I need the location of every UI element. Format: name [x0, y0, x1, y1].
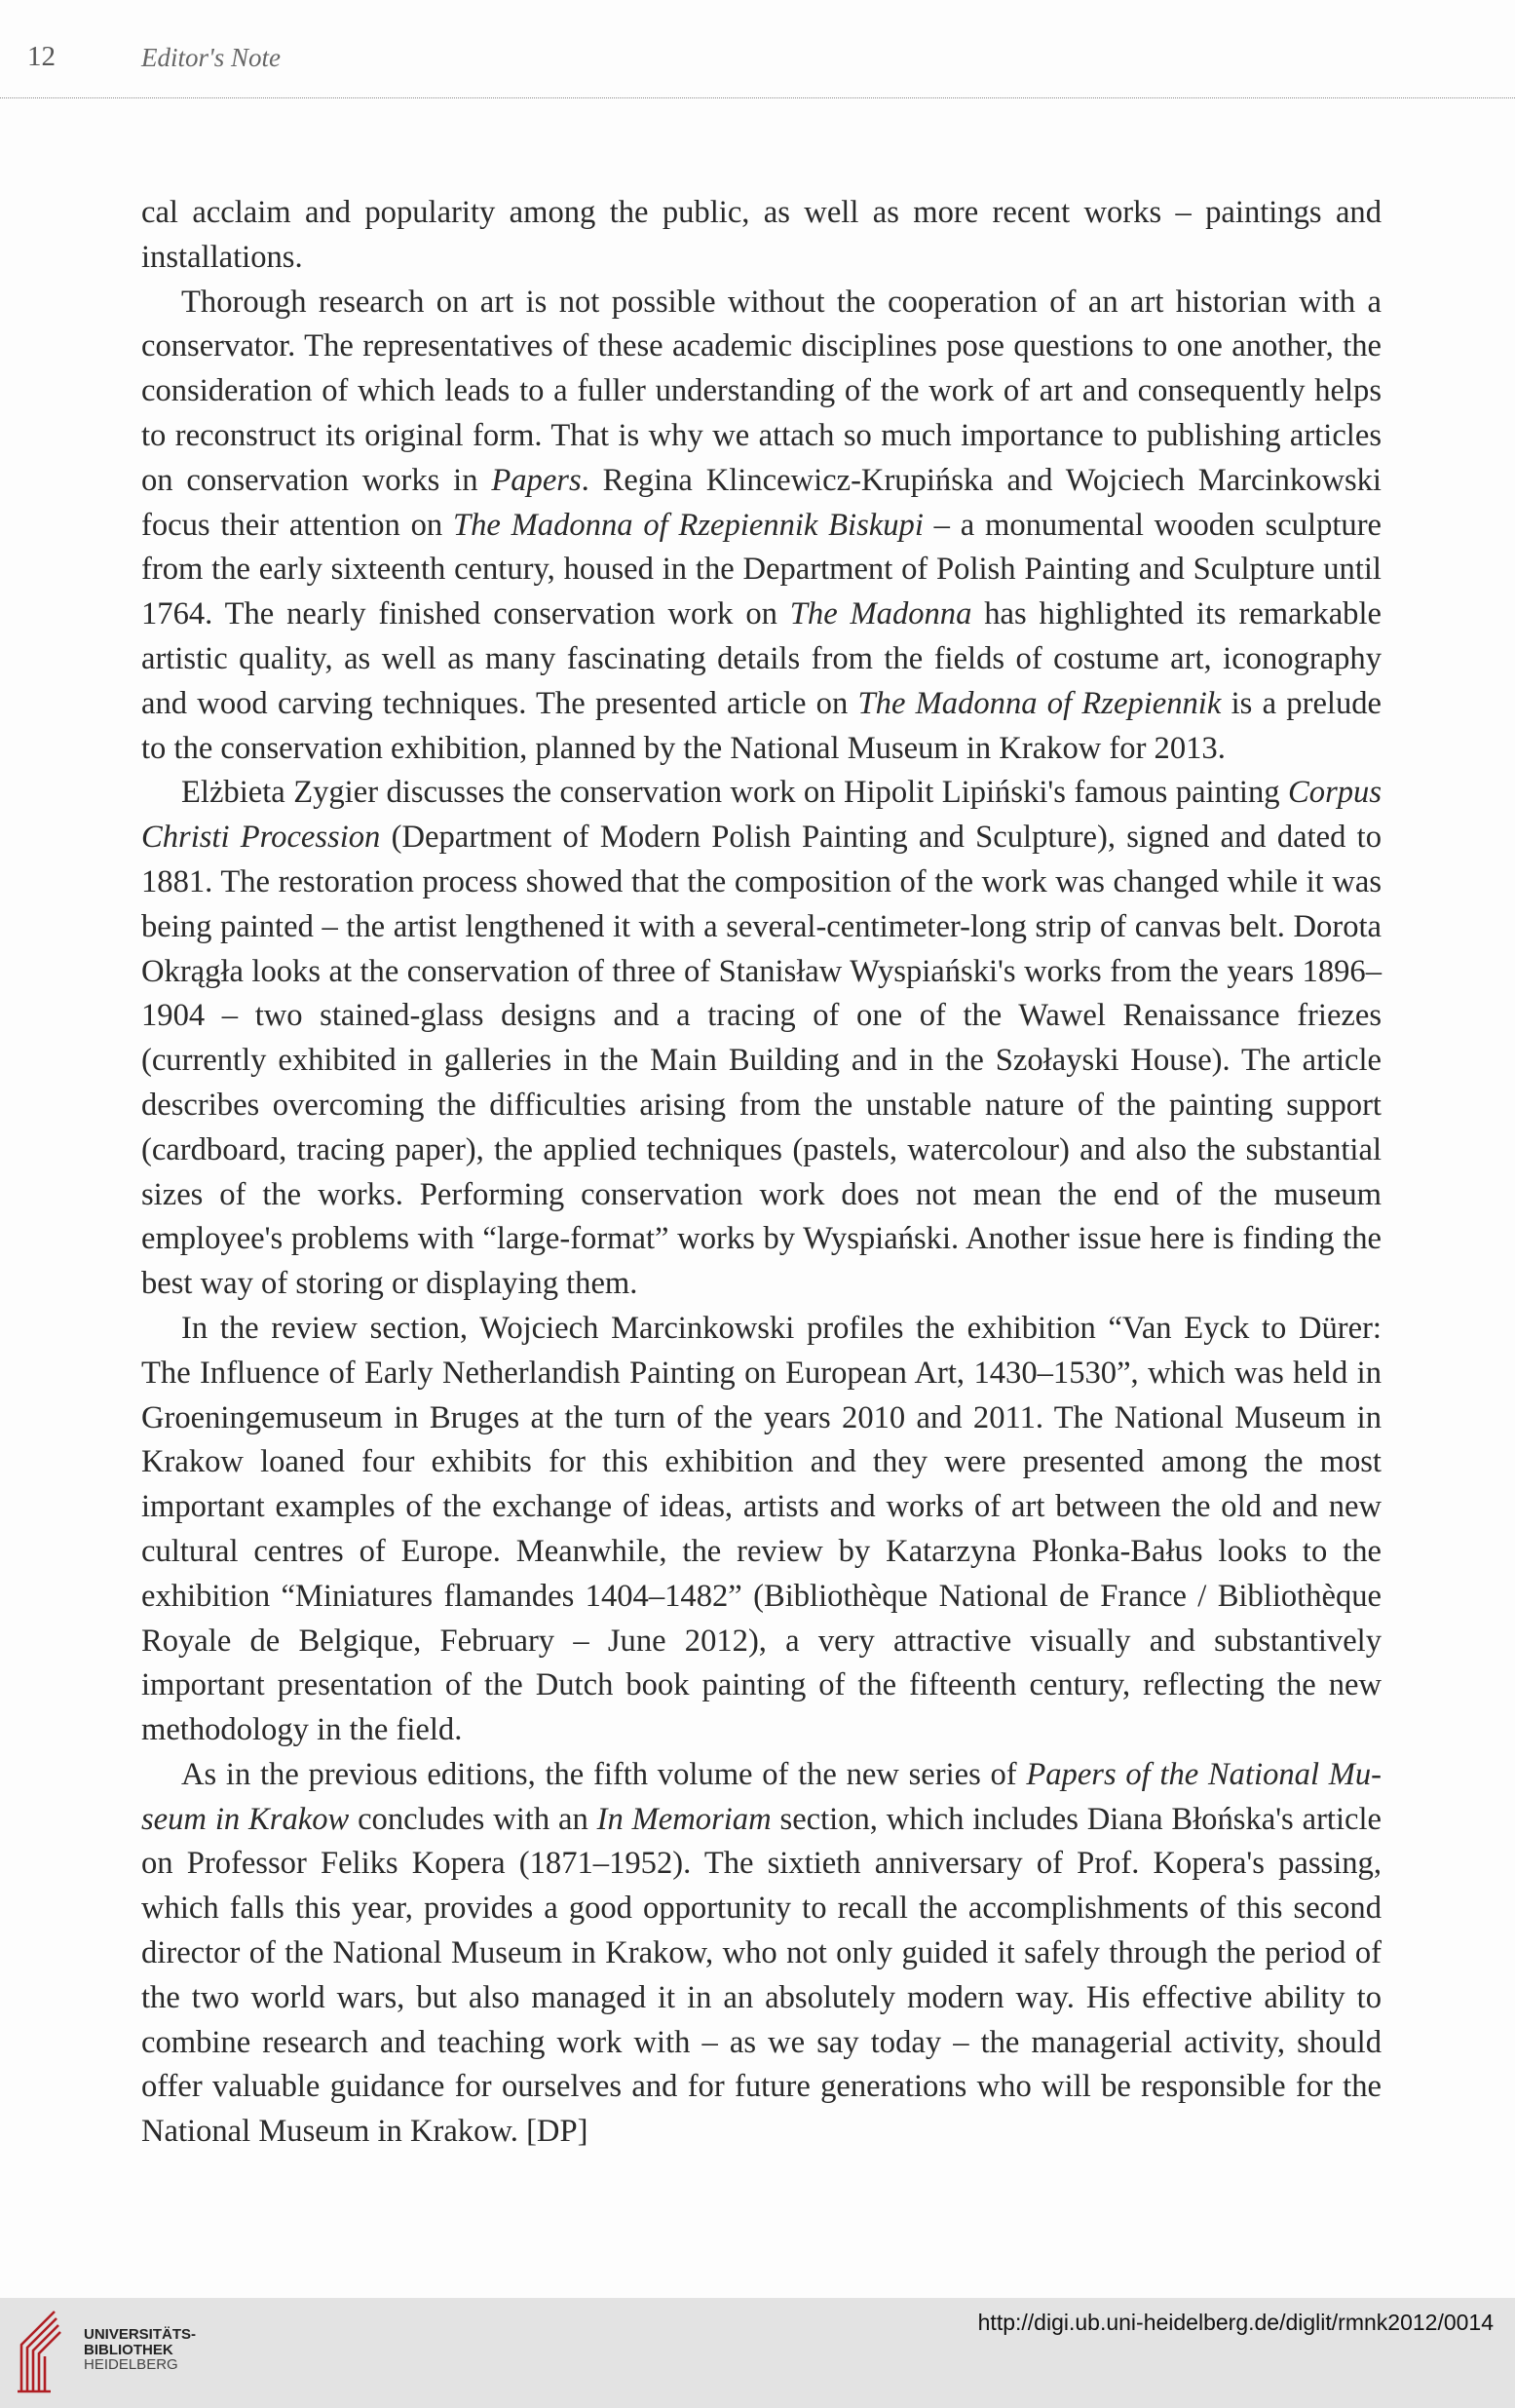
heidelberg-library-logo-icon	[16, 2308, 74, 2393]
paragraph-text: – a monumental wooden sculpture from the early sixteenth century, housed in the Department of Polish Painting and Sculpture until 1764. The nearly finished conservation work on	[141, 507, 1382, 632]
italic-title-text: The Madonna of Rzepiennik	[857, 685, 1222, 721]
italic-title-text: The Madonna	[789, 596, 972, 632]
paragraph-text: . Regina Klincewicz-Krupińska and Wojciech Marcinkowski focus their attention on	[141, 462, 1382, 543]
body-paragraph	[141, 281, 1382, 772]
body-paragraph	[141, 191, 1382, 281]
header-divider	[0, 97, 1515, 99]
library-wordmark	[84, 2327, 196, 2373]
paragraph-text: section, which includes Diana Błońska's article on Professor Feliks Kopera (1871–1952). The sixtieth anniversary of Prof. Kopera's passing, which falls this year, provides a good opportunity to recall the accomplishments of this second director of the National Museum in Krakow, who not only guided it safely through the period of the two world wars, but also managed it in an absolutely modern way. His effective ability to combine research and teaching work with – as we say today – the managerial activity, should offer valuable guidance for ourselves and for future generations who will be responsible for the National Museum in Krakow. [DP]	[141, 1801, 1382, 2150]
source-url-link[interactable]: http://digi.ub.uni-heidelberg.de/diglit/rmnk2012/0014	[977, 2310, 1494, 2335]
wordmark-line-2: BIBLIOTHEK	[84, 2341, 173, 2358]
italic-title-text: In Memoriam	[596, 1801, 772, 1837]
italic-title-text: Corpus Christi Procession	[141, 775, 1382, 856]
paragraph-text: Thorough research on art is not possible without the cooperation of an art historian with a conservator. The representatives of these academic disciplines pose questions to one another, the consideration of which leads to a fuller understanding of the work of art and consequently helps to reconstruct its original form. That is why we attach so much importance to publishing articles on conservation works in	[141, 284, 1382, 498]
running-head	[0, 37, 1515, 76]
footer-bar	[0, 2298, 1515, 2408]
wordmark-line-1: UNIVERSITÄTS-	[84, 2326, 197, 2343]
paragraph-text: concludes with an	[349, 1801, 597, 1837]
page-number: 12	[27, 41, 56, 72]
running-title: Editor's Note	[141, 43, 282, 72]
paragraph-text: Elżbieta Zygier discusses the conservation work on Hipolit Lipiński's famous painting	[181, 775, 1289, 811]
italic-title-text: Papers	[491, 462, 582, 498]
italic-title-text: Papers of the National Museum in Krakow	[141, 1756, 1382, 1837]
body-paragraph	[141, 771, 1382, 1307]
paragraph-text: In the review section, Wojciech Marcinkowski profiles the exhibition “Van Eyck to Dürer: The Influence of Early Netherlandish Painting on European Art, 1430–1530”, which was held in Groeningemuseum in Bruges at the turn of the years 2010 and 2011. The National Museum in Krakow loaned four exhibits for this exhibition and they were presented among the most important examples of the exchange of ideas, artists and works of art between the old and new cultural centres of Europe. Meanwhile, the review by Katarzyna Płonka-Bałus looks to the exhibition “Miniatures flamandes 1404–1482” (Bibliothèque National de France / Bibliothèque Royale de Belgique, February – June 2012), a very attractive visually and substantively important presentation of the Dutch book painting of the fifteenth century, reflecting the new methodology in the field.	[141, 1310, 1382, 1748]
paragraph-text: (Department of Modern Polish Painting and Sculpture), signed and dated to 1881. The restoration process showed that the composition of the work was changed while it was being painted – the artist lengthened it with a several-centimeter-long strip of canvas belt. Dorota Okrągła looks at the conservation of three of Stanisław Wyspiański's works from the years 1896–1904 – two stained-glass designs and a tracing of one of the Wawel Renaissance friezes (currently exhibited in galleries in the Main Building and in the Szołayski House). The article describes overcoming the difficulties arising from the unstable nature of the painting support (cardboard, tracing paper), the applied techniques (pastels, watercolour) and also the substantial sizes of the works. Performing conservation work does not mean the end of the museum employee's problems with “large-format” works by Wyspiański. Another issue here is finding the best way of storing or displaying them.	[141, 820, 1382, 1302]
italic-title-text: The Madonna of Rzepiennik Biskupi	[453, 507, 924, 543]
paragraph-text: is a prelude to the conservation exhibition, planned by the National Museum in Krakow for 2013.	[141, 685, 1382, 766]
body-paragraph	[141, 1307, 1382, 1753]
article-body	[141, 191, 1382, 2155]
paragraph-text: cal acclaim and popularity among the public, as well as more recent works – paintings and installations.	[141, 195, 1382, 275]
paragraph-text: As in the previous editions, the fifth volume of the new series of	[181, 1756, 1027, 1792]
body-paragraph	[141, 1753, 1382, 2155]
paragraph-text: has highlighted its remarkable artistic quality, as well as many fascinating details from the fields of costume art, iconography and wood carving techniques. The presented article on	[141, 596, 1382, 721]
wordmark-line-3: HEIDELBERG	[84, 2356, 178, 2373]
